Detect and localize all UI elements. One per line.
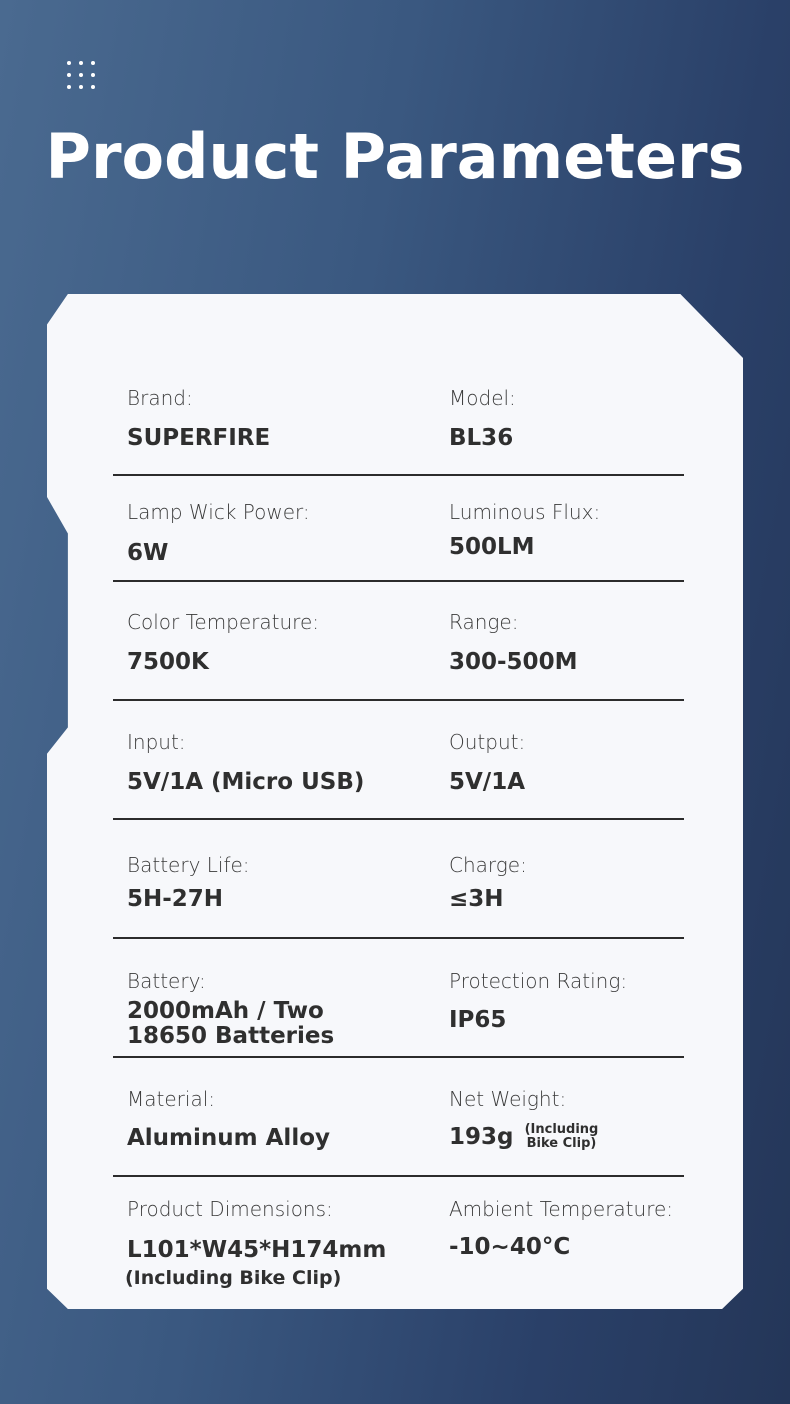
param-row	[113, 610, 684, 701]
param-value: 500LM	[449, 534, 535, 560]
net-weight-line	[449, 1123, 598, 1151]
param-value: 5V/1A (Micro USB)	[127, 769, 365, 795]
page-title: Product Parameters	[45, 120, 745, 193]
param-label: Charge:	[449, 853, 527, 877]
param-label: Material:	[127, 1087, 215, 1111]
param-value: 5V/1A	[449, 769, 526, 795]
net-weight-note	[525, 1123, 599, 1151]
param-label: Lamp Wick Power:	[127, 500, 310, 524]
param-net-weight	[449, 1087, 598, 1151]
param-material	[127, 1087, 330, 1151]
param-label: Luminous Flux:	[449, 500, 601, 524]
param-row	[113, 1197, 684, 1297]
param-range	[449, 610, 577, 675]
note-line: (Including	[524, 1122, 599, 1137]
param-label: Range:	[449, 610, 519, 634]
param-value: 2000mAh / Two	[127, 998, 324, 1024]
param-value: 6W	[127, 540, 169, 566]
param-battery	[127, 969, 334, 1049]
param-value: L101*W45*H174mm	[127, 1237, 387, 1263]
param-row	[113, 853, 684, 939]
param-label: Input:	[127, 730, 186, 754]
param-value: -10~40°C	[449, 1234, 571, 1260]
param-row	[113, 500, 684, 582]
param-value: 193g	[449, 1124, 514, 1150]
param-label: Brand:	[127, 386, 193, 410]
param-color-temp	[127, 610, 319, 675]
param-lamp-power	[127, 500, 310, 566]
param-note: (Including Bike Clip)	[125, 1267, 342, 1289]
param-value: 300-500M	[449, 649, 578, 675]
param-protection-rating	[449, 969, 627, 1033]
param-label: Protection Rating:	[449, 969, 628, 993]
param-input	[127, 730, 364, 795]
param-label: Net Weight:	[449, 1087, 567, 1111]
param-row	[113, 730, 684, 820]
param-label: Output:	[449, 730, 526, 754]
param-label: Product Dimensions:	[127, 1197, 333, 1221]
grid-dots-icon	[67, 61, 95, 89]
param-output	[449, 730, 525, 795]
param-value: 7500K	[127, 649, 209, 675]
note-line: Bike Clip)	[526, 1136, 597, 1151]
param-row	[113, 969, 684, 1058]
param-row	[113, 386, 684, 476]
param-value: 18650 Batteries	[127, 1023, 335, 1049]
param-value: IP65	[449, 1007, 507, 1033]
param-value: Aluminum Alloy	[127, 1125, 330, 1151]
param-model	[449, 386, 516, 451]
param-label: Battery Life:	[127, 853, 250, 877]
param-value: ≤3H	[449, 886, 504, 912]
param-label: Color Temperature:	[127, 610, 320, 634]
param-label: Battery:	[127, 969, 206, 993]
param-label: Model:	[449, 386, 516, 410]
param-row	[113, 1087, 684, 1177]
param-value: SUPERFIRE	[127, 425, 271, 451]
param-brand	[127, 386, 270, 451]
param-dimensions	[127, 1197, 386, 1289]
param-value: BL36	[449, 425, 514, 451]
param-ambient-temp	[449, 1197, 673, 1260]
param-charge	[449, 853, 527, 912]
param-label: Ambient Temperature:	[449, 1197, 674, 1221]
param-value: 5H-27H	[127, 886, 224, 912]
param-battery-life	[127, 853, 250, 912]
param-luminous-flux	[449, 500, 600, 560]
